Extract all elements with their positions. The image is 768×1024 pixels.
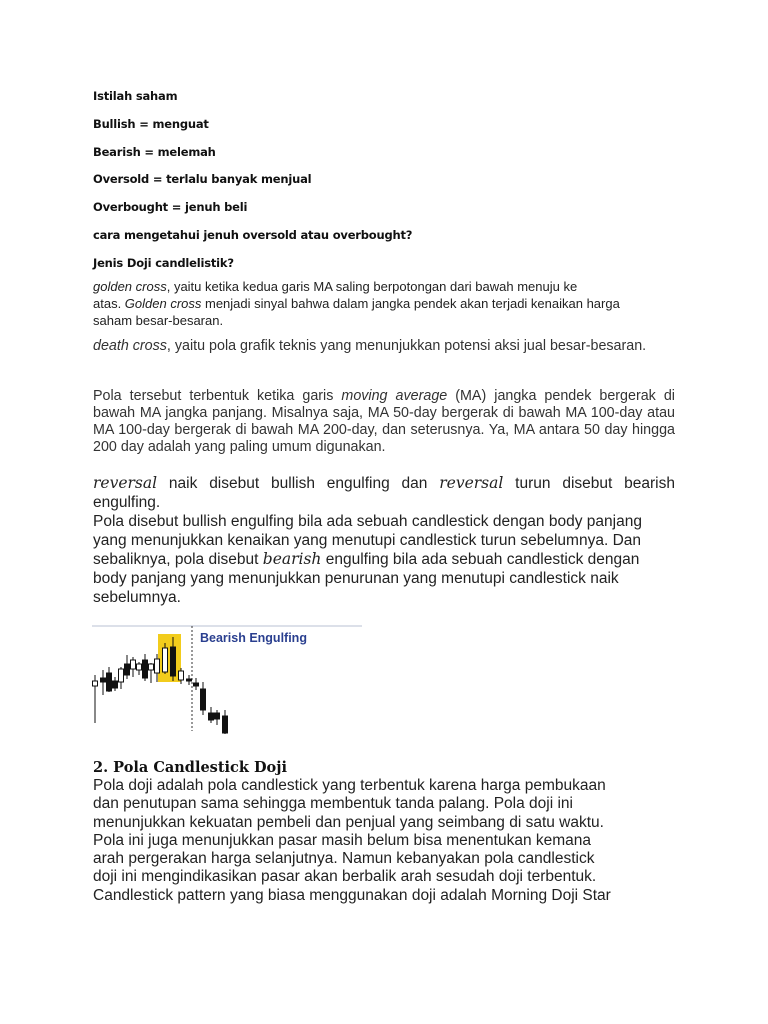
candle-body: [101, 678, 106, 682]
bearish-engulfing-chart: [92, 623, 364, 735]
chart-title: Bearish Engulfing: [200, 631, 307, 645]
engulfing-highlight: [158, 634, 181, 682]
golden-cross-line1: , yaitu ketika kedua garis MA saling berpotongan dari bawah menuju ke: [166, 279, 578, 294]
death-cross-term: death cross: [93, 338, 167, 354]
candle-body: [194, 683, 199, 686]
doji-paragraph: [93, 777, 693, 905]
candle-body: [93, 681, 98, 686]
golden-cross-line2-start: atas.: [93, 296, 125, 311]
candle-body: [113, 681, 118, 688]
candle-body: [187, 679, 192, 681]
doji-line: arah pergerakan harga selanjutnya. Namun kebanyakan pola candlestick: [93, 850, 595, 868]
candle-body: [125, 664, 130, 675]
term-oversold: Oversold = terlalu banyak menjual: [93, 172, 312, 186]
engulfing-p2-end: engulfing bila ada sebuah candlestick dengan body panjang yang menunjukkan penurunan yang menutupi candlestick naik sebelumnya.: [93, 551, 640, 606]
candle-body: [215, 713, 220, 719]
doji-line: doji ini mengindikasikan pasar akan berbalik arah sesudah doji terbentuk.: [93, 868, 597, 886]
golden-cross-term: golden cross: [93, 279, 167, 294]
reversal-term-1: reversal: [93, 474, 158, 492]
candle-body: [163, 648, 168, 672]
doji-line: menunjukkan kekuatan pembeli dan penjual yang seimbang di satu waktu.: [93, 813, 604, 831]
death-cross-text: , yaitu pola grafik teknis yang menunjukkan potensi aksi jual besar-besaran.: [166, 338, 647, 354]
golden-cross-term-2: Golden cross: [124, 296, 202, 311]
doji-types-line: Jenis Doji candlelistik?: [93, 256, 234, 270]
golden-cross-paragraph: [93, 278, 673, 329]
doji-heading: 2. Pola Candlestick Doji: [93, 759, 287, 776]
term-overbought: Overbought = jenuh beli: [93, 200, 248, 214]
candle-body: [143, 660, 148, 678]
candle-body: [223, 716, 228, 733]
question-line: cara mengetahui jenuh oversold atau overbought?: [93, 228, 413, 242]
candle-body: [107, 673, 112, 691]
moving-average-paragraph: [93, 388, 675, 456]
term-bearish: Bearish = melemah: [93, 145, 216, 159]
candle-body: [201, 689, 206, 710]
doji-line: dan penutupan sama sehingga membentuk tanda palang. Pola doji ini: [93, 795, 573, 813]
candle-body: [131, 660, 136, 669]
doji-line: Pola ini juga menunjukkan pasar masih belum bisa menentukan kemana: [93, 831, 592, 849]
engulfing-p2-start: Pola disebut bullish engulfing bila ada sebuah candlestick dengan body panjang yang menunjukkan kenaikan yang menutupi candlestick turun sebelumnya. Dan sebaliknya, pola disebut: [93, 513, 642, 568]
ma-term: moving average: [341, 388, 448, 404]
candle-body: [149, 664, 154, 670]
ma-text: (MA) jangka pendek bergerak di bawah MA jangka panjang. Misalnya saja, MA 50-day bergerak di bawah MA 100-day atau MA 100-day bergerak di bawah MA 200-day, dan seterusnya. Ya, MA antara 50 day hingga 200 day adalah yang paling umum digunakan.: [93, 388, 675, 455]
engulfing-end: turun disebut bearish engulfing.: [93, 475, 675, 511]
term-bullish: Bullish = menguat: [93, 117, 209, 131]
golden-cross-line2: menjadi sinyal bahwa dalam jangka pendek akan terjadi kenaikan harga: [201, 296, 620, 311]
engulfing-intro: [93, 474, 675, 512]
reversal-term-2: reversal: [439, 474, 504, 492]
candle-body: [137, 664, 142, 670]
doji-line: Pola doji adalah pola candlestick yang terbentuk karena harga pembukaan: [93, 777, 606, 794]
doji-line: Candlestick pattern yang biasa menggunakan doji adalah Morning Doji Star: [93, 886, 611, 904]
golden-cross-line3: saham besar-besaran.: [93, 313, 224, 328]
candle-body: [119, 669, 124, 682]
candle-body: [209, 713, 214, 720]
terms-title: Istilah saham: [93, 89, 178, 103]
ma-start: Pola tersebut terbentuk ketika garis: [93, 388, 342, 404]
engulfing-paragraph: [93, 512, 675, 607]
engulfing-mid: naik disebut bullish engulfing dan: [157, 475, 440, 492]
candle-body: [171, 647, 176, 676]
bearish-term: bearish: [262, 550, 322, 568]
death-cross-paragraph: [93, 338, 675, 355]
candle-body: [179, 671, 184, 680]
candle-body: [155, 659, 160, 673]
